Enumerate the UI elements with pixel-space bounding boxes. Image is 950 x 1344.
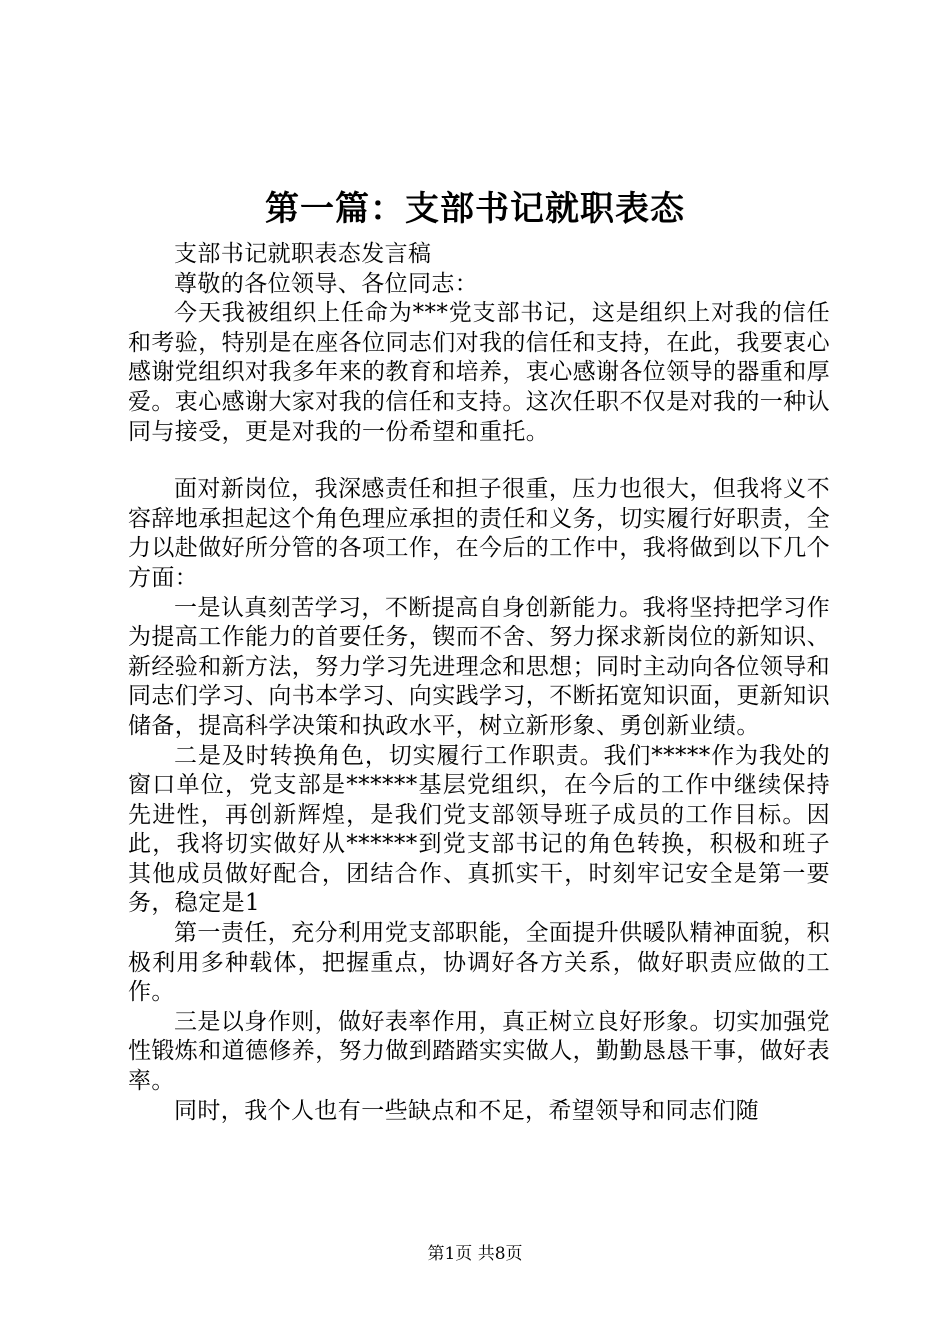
paragraph-subtitle: 支部书记就职表态发言稿: [174, 241, 432, 267]
paragraph-commitment: 面对新岗位，我深感责任和担子很重，压力也很大，但我将义不容辞地承担起这个角色理应承担的责任和义务，切实履行好职责，全力以赴做好所分管的各项工作，在今后的工作中，我将做到以下几个方面：: [128, 476, 830, 591]
paragraph-salutation: 尊敬的各位领导、各位同志：: [174, 270, 479, 297]
paragraph-point-two: 二是及时转换角色，切实履行工作职责。我们*****作为我处的窗口单位，党支部是******基层党组织，在今后的工作中继续保持先进性，再创新辉煌，是我们党支部领导班子成员的工作目标。因此，我将切实做好从******到党支部书记的角色转换，积极和班子其他成员做好配合，团结合作、真抓实干，时刻牢记安全是第一要务，稳定是1: [128, 742, 830, 917]
paragraph-opening: 今天我被组织上任命为***党支部书记，这是组织上对我的信任和考验，特别是在座各位同志们对我的信任和支持，在此，我要衷心感谢党组织对我多年来的教育和培养，衷心感谢各位领导的器重和厚爱。衷心感谢大家对我的信任和支持。这次任职不仅是对我的一种认同与接受，更是对我的一份希望和重托。: [128, 300, 830, 445]
document-body: [128, 240, 830, 1126]
paragraph-point-three: 三是以身作则，做好表率作用，真正树立良好形象。切实加强党性锻炼和道德修养，努力做到踏踏实实做人，勤勤恳恳干事，做好表率。: [128, 1008, 830, 1095]
paragraph-point-two-continued: 第一责任，充分利用党支部职能，全面提升供暖队精神面貌，积极利用多种载体，把握重点，协调好各方关系，做好职责应做的工作。: [128, 920, 830, 1006]
paragraph-closing: 同时，我个人也有一些缺点和不足，希望领导和同志们随: [174, 1097, 759, 1124]
paragraph-point-one: 一是认真刻苦学习，不断提高自身创新能力。我将坚持把学习作为提高工作能力的首要任务，锲而不舍、努力探求新岗位的新知识、新经验和新方法，努力学习先进理念和思想；同时主动向各位领导和同志们学习、向书本学习、向实践学习，不断拓宽知识面，更新知识储备，提高科学决策和执政水平，树立新形象、勇创新业绩。: [128, 594, 830, 739]
page-footer: 第1页 共8页: [427, 1244, 523, 1264]
document-title: 第一篇：支部书记就职表态: [265, 189, 685, 229]
